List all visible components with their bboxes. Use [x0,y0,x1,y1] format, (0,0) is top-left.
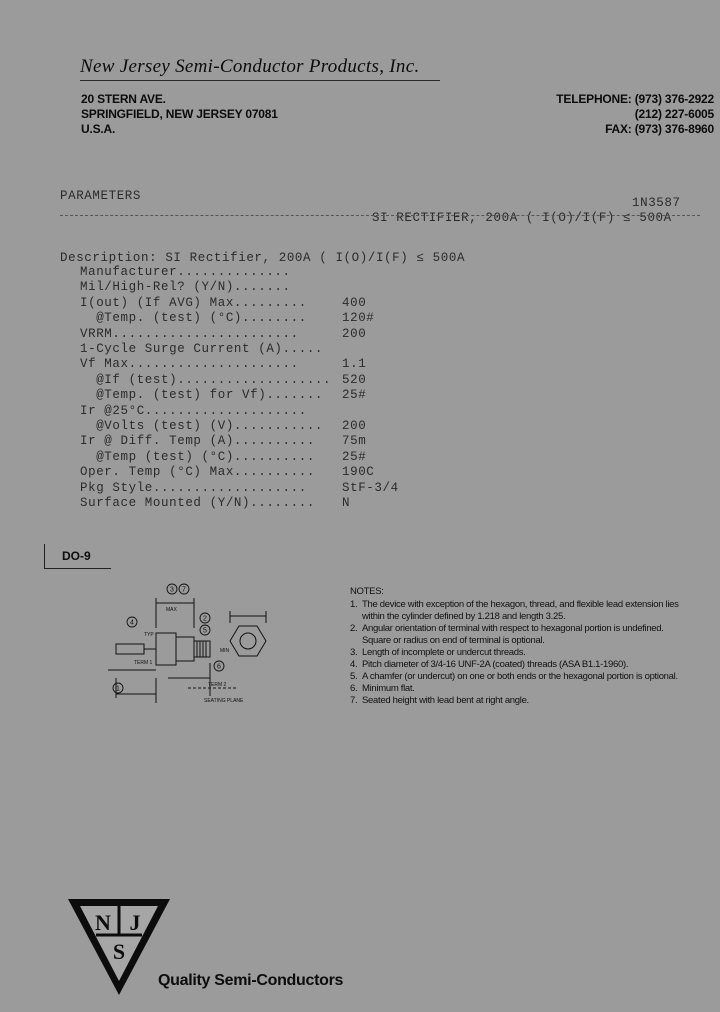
spec-label: Manufacturer.............. [80,265,291,279]
note-number: 1. [350,599,358,610]
note-item [350,647,682,659]
note-number: 4. [350,659,358,670]
note-number: 3. [350,647,358,658]
footer-tagline: Quality Semi-Conductors [158,972,344,989]
spec-row [80,465,375,481]
address-line-3: U.S.A. [81,122,116,136]
spec-label: Vf Max..................... [80,357,299,372]
seating-plane-label: SEATING PLANE [204,698,244,704]
spec-label: @Temp. (test) (°C)........ [80,311,307,326]
note-number: 7. [350,695,358,706]
logo-letter-s: S [112,939,126,964]
note-text: The device with exception of the hexagon, thread, and flexible lead extension lies within the cylinder defined by 1.218 and length 3.25. [362,599,679,622]
notes-list [350,599,682,707]
note-item [350,623,682,647]
spec-label: @If (test)................... [80,372,332,387]
spec-label: I(out) (If AVG) Max......... [80,295,307,310]
spec-label: @Volts (test) (V)........... [80,419,324,433]
notes-heading: NOTES: [350,586,384,597]
fax-line: FAX: (973) 376-8960 [605,122,714,136]
note-item [350,659,682,671]
spec-row [80,326,367,343]
spec-value: 25# [342,449,367,464]
note-item [350,683,682,695]
callout-3: 3 [170,586,174,594]
term-1-label: TERM 1 [134,660,153,666]
term-2-label: TERM 2 [208,682,227,688]
note-text: Minimum flat. [362,683,415,694]
spec-label: Pkg Style................... [80,480,307,495]
spec-row [80,388,367,404]
spec-label: @Temp (test) (°C).......... [80,449,315,464]
spec-label: @Temp. (test) for Vf)....... [80,388,324,403]
parameters-heading: PARAMETERS [60,189,142,203]
spec-value: 200 [342,419,367,433]
spec-description: Description: SI Rectifier, 200A ( I(O)/I(F) ≤ 500A [60,251,466,265]
spec-value: 400 [342,295,367,310]
package-label: DO-9 [62,549,91,563]
spec-label: Ir @ Diff. Temp (A).......... [80,434,315,449]
note-text: Seated height with lead bent at right angle. [362,695,529,706]
spec-label: 1-Cycle Surge Current (A)..... [80,342,324,356]
part-number: 1N3587 [632,196,681,210]
note-number: 6. [350,683,358,694]
company-underline [80,80,440,81]
part-summary: SI RECTIFIER, 200A ( I(O)/I(F) ≤ 500A [372,211,672,225]
note-text: Pitch diameter of 3/4-16 UNF-2A (coated) threads (ASA B1.1-1960). [362,659,629,670]
package-outline-drawing [108,578,278,713]
spec-value: 200 [342,326,367,341]
spec-value: 520 [342,372,367,387]
note-number: 2. [350,623,358,634]
njs-logo [66,897,172,997]
spec-label: Mil/High-Rel? (Y/N)....... [80,280,291,295]
spec-row [80,280,291,296]
spec-value: 120# [342,311,375,326]
spec-value: N [342,496,351,510]
typ-label: TYP [144,632,154,638]
min-label: MIN [220,648,230,654]
note-item [350,671,682,683]
callout-1: 1 [116,685,120,693]
company-name: New Jersey Semi-Conductor Products, Inc. [80,56,420,77]
notes-block [350,586,682,707]
spec-row [80,372,367,389]
spec-row [80,419,367,435]
spec-value: 75m [342,434,367,449]
logo-letter-n: N [95,910,111,935]
spec-row [80,265,291,281]
address-line-2: SPRINGFIELD, NEW JERSEY 07081 [81,107,278,121]
callout-2: 2 [203,615,207,623]
address-line-1: 20 STERN AVE. [81,92,166,106]
spec-row [80,404,307,420]
callout-4: 4 [130,619,134,627]
spec-label: VRRM....................... [80,326,299,341]
spec-row [80,311,375,327]
note-text: Length of incomplete or undercut threads. [362,647,526,658]
telephone-line-2: (212) 227-6005 [634,107,714,121]
spec-row [80,449,367,466]
telephone-line-1: TELEPHONE: (973) 376-2922 [556,92,714,106]
spec-row [80,357,367,373]
spec-row [80,496,351,512]
spec-label: Ir @25°C.................... [80,403,307,418]
spec-value: 190C [342,465,375,480]
spec-value: StF-3/4 [342,480,399,495]
parameters-rule [60,215,700,216]
note-item [350,599,682,623]
spec-label: Oper. Temp (°C) Max.......... [80,465,315,480]
callout-6: 6 [217,663,221,671]
note-number: 5. [350,671,358,682]
spec-value: 25# [342,388,367,403]
max-label: MAX [166,607,177,613]
spec-row [80,342,323,358]
note-text: A chamfer (or undercut) on one or both ends or the hexagonal portion is optional. [362,671,678,682]
callout-5: 5 [203,627,207,635]
spec-value: 1.1 [342,357,367,372]
spec-row [80,434,367,450]
logo-letter-j: J [129,910,141,935]
callout-7: 7 [182,586,186,594]
note-text: Angular orientation of terminal with respect to hexagonal portion is undefined. Square or radius on end of terminal is optional. [362,623,664,646]
note-item [350,695,682,707]
spec-row [80,480,399,497]
spec-label: Surface Mounted (Y/N)........ [80,496,315,510]
spec-row [80,295,367,312]
